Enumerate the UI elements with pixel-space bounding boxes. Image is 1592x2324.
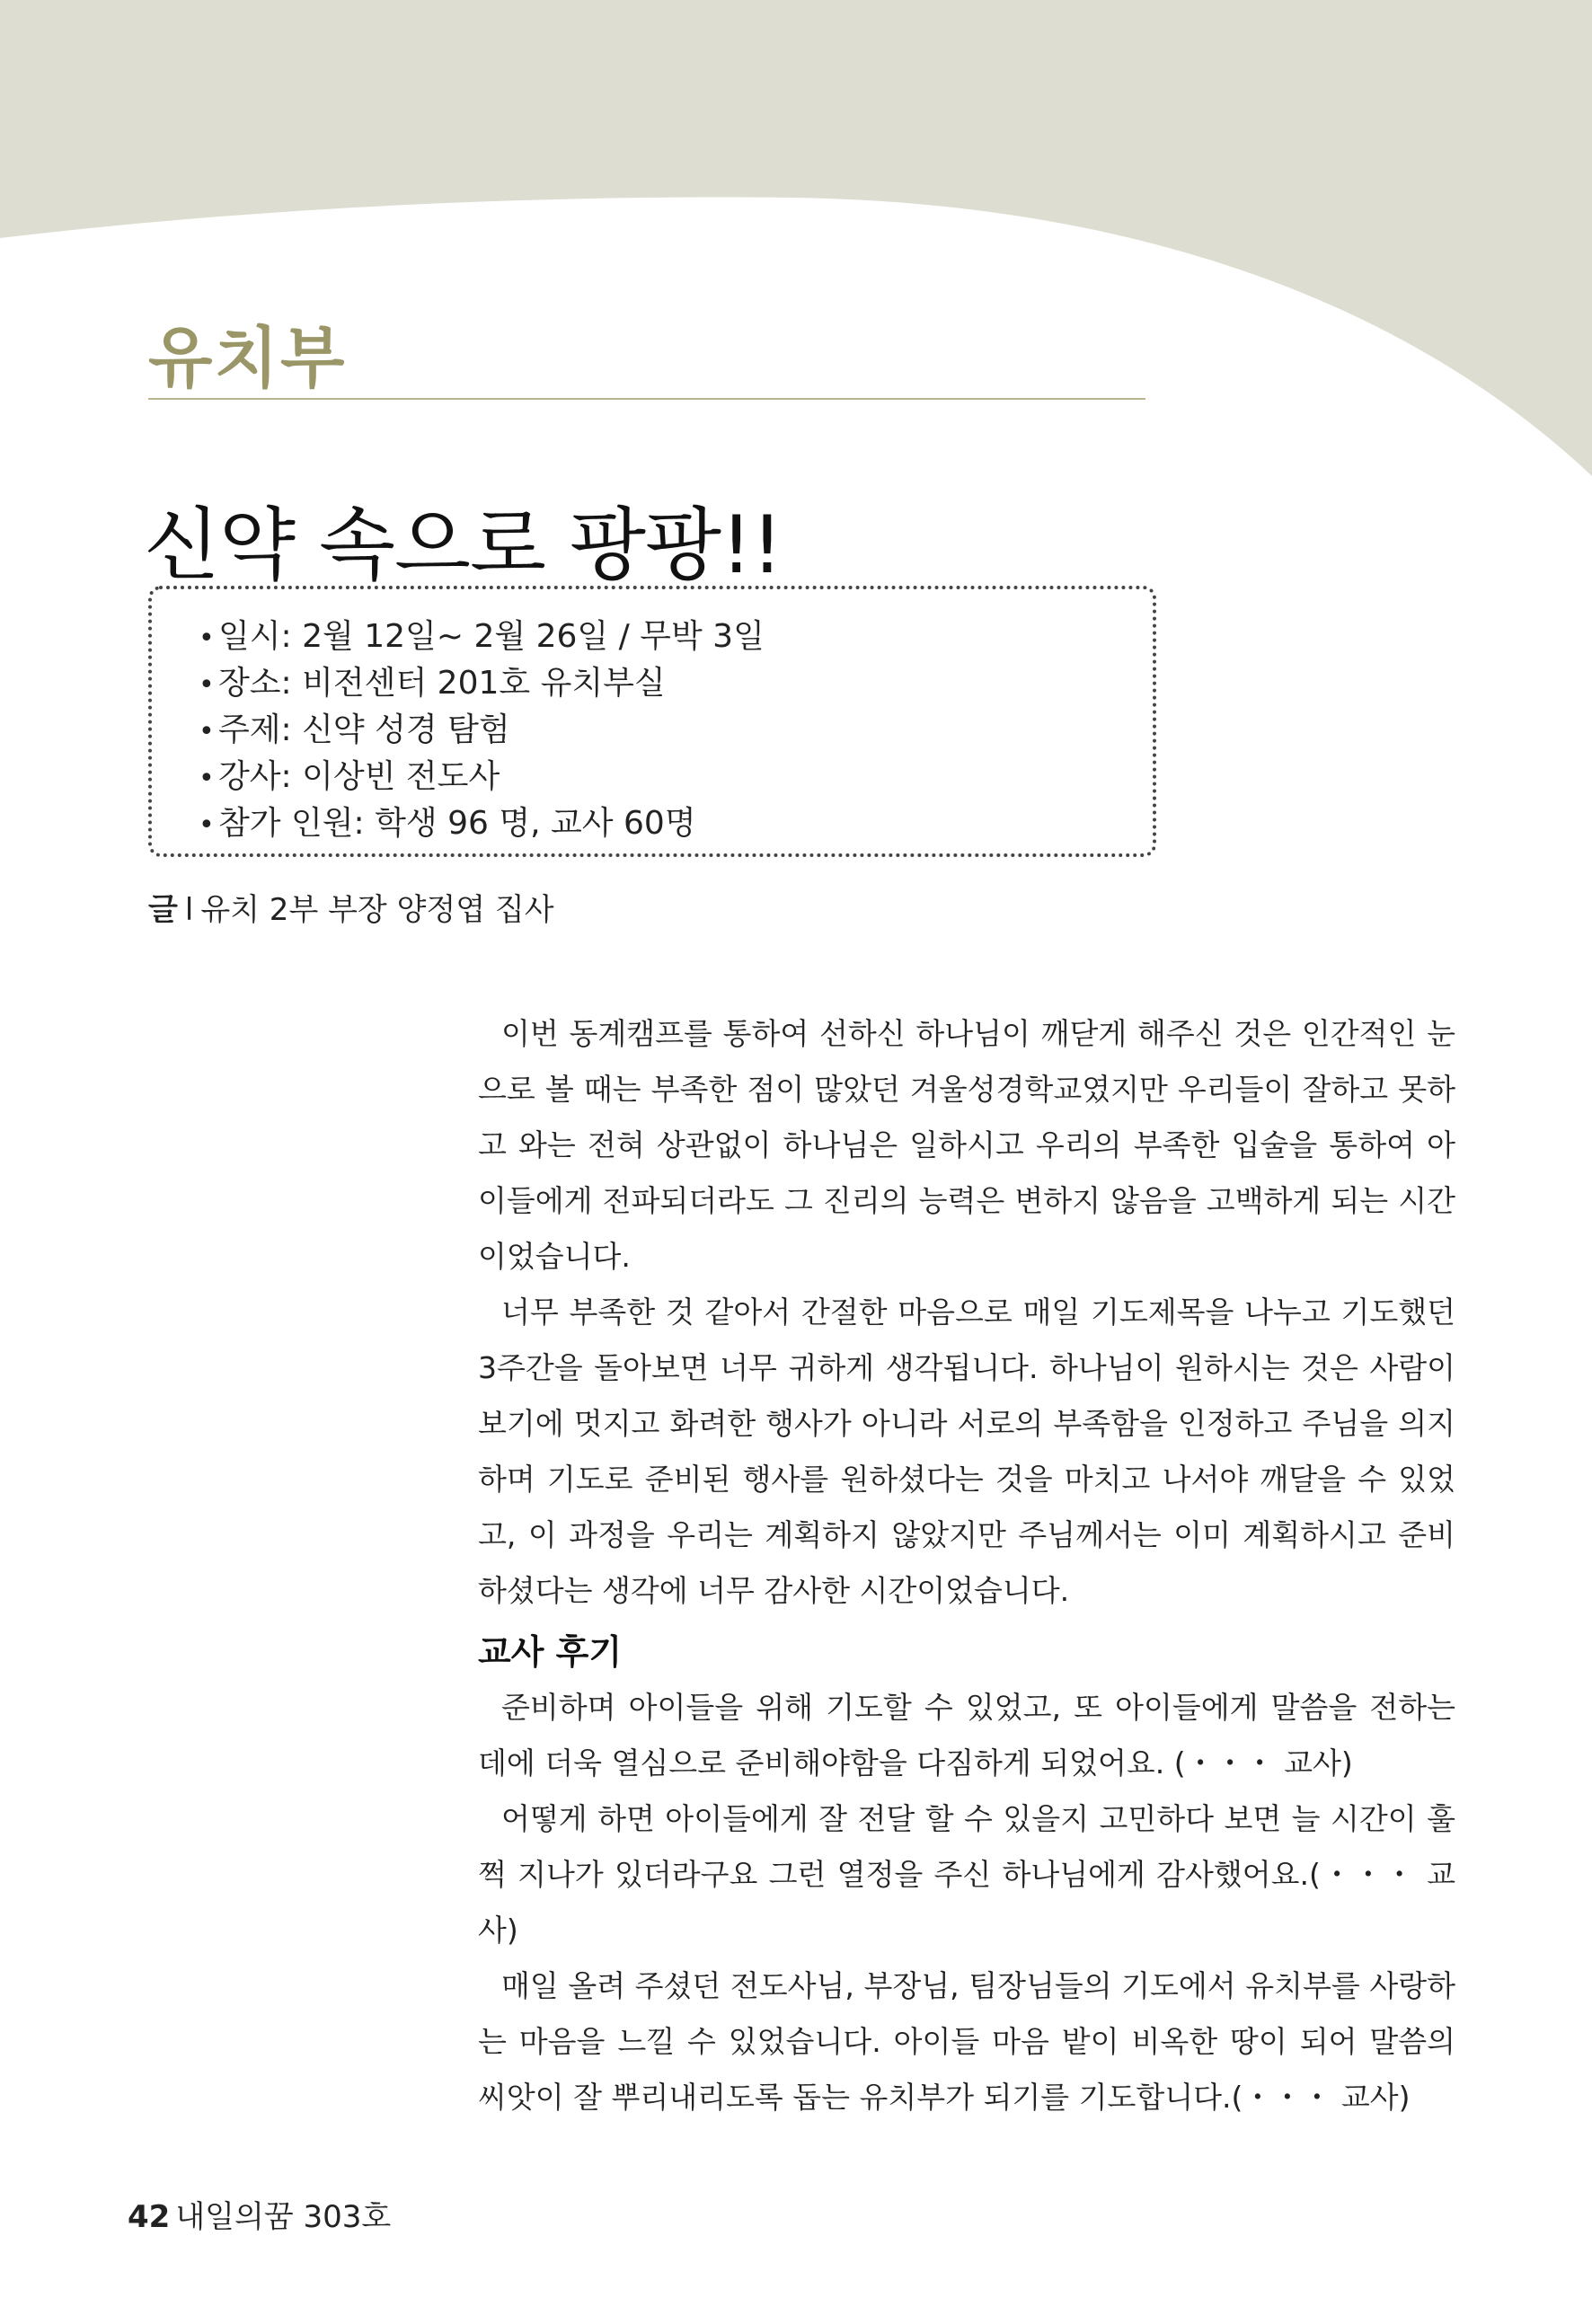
article-body: [478, 1006, 1455, 1619]
byline: [148, 885, 554, 929]
page-number: 42: [128, 2199, 171, 2235]
bullet-icon: •: [199, 716, 215, 747]
body-paragraph: 이번 동계캠프를 통하여 선하신 하나님이 깨닫게 해주신 것은 인간적인 눈으로 볼 때는 부족한 점이 많았던 겨울성경학교였지만 우리들이 잘하고 못하고 와는 전혀 상관없이 하나님은 일하시고 우리의 부족한 입술을 통하여 아이들에게 전파되더라도 그 진리의 능력은 변하지 않음을 고백하게 되는 시간이었습니다.: [478, 1016, 1455, 1274]
info-item-speaker: [199, 755, 1153, 801]
bullet-icon: •: [199, 763, 215, 794]
bullet-icon: •: [199, 669, 215, 701]
background-curve-shape: [0, 0, 1592, 476]
byline-label: 글: [148, 892, 178, 928]
teacher-reviews-heading: 교사 후기: [478, 1632, 623, 1672]
info-item-date: [199, 614, 1153, 661]
page-title: 신약 속으로 팡팡!!: [144, 498, 783, 591]
teacher-review: 준비하며 아이들을 위해 기도할 수 있었고, 또 아이들에게 말씀을 전하는 데에 더욱 열심으로 준비해야함을 다짐하게 되었어요. (・・・ 교사): [478, 1690, 1455, 1781]
page-footer: [128, 2192, 391, 2236]
info-item-text: 장소: 비전센터 201호 유치부실: [218, 665, 666, 702]
event-info-list: [199, 614, 1153, 848]
bullet-icon: •: [199, 623, 215, 654]
bullet-icon: •: [199, 809, 215, 841]
publication-name: 내일의꿈 303호: [175, 2199, 392, 2235]
byline-author: 유치 2부 부장 양정엽 집사: [200, 892, 554, 928]
info-item-text: 참가 인원: 학생 96 명, 교사 60명: [218, 805, 696, 842]
teacher-reviews: [478, 1680, 1455, 2125]
body-paragraph: 너무 부족한 것 같아서 간절한 마음으로 매일 기도제목을 나누고 기도했던 3주간을 돌아보면 너무 귀하게 생각됩니다. 하나님이 원하시는 것은 사람이 보기에 멋지고 화려한 행사가 아니라 서로의 부족함을 인정하고 주님을 의지하며 기도로 준비된 행사를 원하셨다는 것을 마치고 나서야 깨달을 수 있었고, 이 과정을 우리는 계획하지 않았지만 주님께서는 이미 계획하시고 준비하셨다는 생각에 너무 감사한 시간이었습니다.: [478, 1295, 1455, 1608]
info-item-place: [199, 661, 1153, 708]
teacher-review: 어떻게 하면 아이들에게 잘 전달 할 수 있을지 고민하다 보면 늘 시간이 훌쩍 지나가 있더라구요 그런 열정을 주신 하나님에게 감사했어요.(・・・ 교사): [478, 1801, 1455, 1948]
teacher-review: 매일 올려 주셨던 전도사님, 부장님, 팀장님들의 기도에서 유치부를 사랑하는 마음을 느낄 수 있었습니다. 아이들 마음 밭이 비옥한 땅이 되어 말씀의 씨앗이 잘 뿌리내리도록 돕는 유치부가 되기를 기도합니다.(・・・ 교사): [478, 1968, 1455, 2115]
event-info-box: [148, 586, 1156, 857]
title-divider: [148, 398, 1145, 400]
info-item-theme: [199, 708, 1153, 755]
info-item-participants: [199, 801, 1153, 848]
byline-separator: l: [184, 892, 194, 928]
info-item-text: 일시: 2월 12일~ 2월 26일 / 무박 3일: [218, 618, 765, 655]
background-curve: [0, 0, 1592, 503]
info-item-text: 주제: 신약 성경 탐험: [218, 711, 510, 748]
info-item-text: 강사: 이상빈 전도사: [218, 758, 500, 795]
section-label: 유치부: [148, 320, 347, 397]
